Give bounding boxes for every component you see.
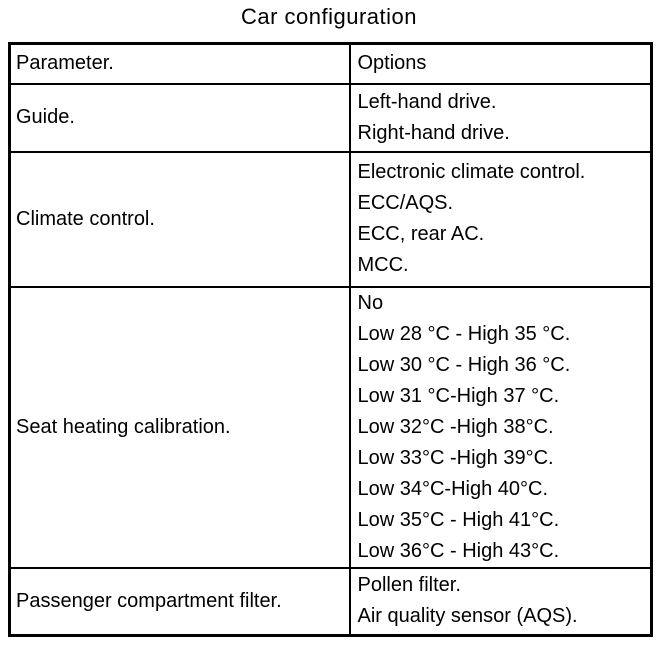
parameter-cell: Climate control. — [10, 152, 350, 287]
option-line: Low 32°C -High 38°C. — [357, 415, 554, 438]
option-line: No — [357, 291, 384, 314]
header-options: Options — [350, 44, 652, 84]
header-parameter: Parameter. — [10, 44, 350, 84]
parameter-cell: Passenger compartment filter. — [10, 568, 350, 636]
parameter-cell: Seat heating calibration. — [10, 287, 350, 568]
option-line: Low 35°C - High 41°C. — [357, 508, 560, 531]
options-cell — [350, 84, 652, 152]
option-line: Low 36°C - High 43°C. — [357, 539, 560, 562]
options-cell — [350, 568, 652, 636]
option-line: ECC/AQS. — [357, 192, 454, 214]
option-line: Low 28 °C - High 35 °C. — [357, 322, 571, 345]
option-line: Low 34°C-High 40°C. — [357, 477, 549, 500]
table-row — [10, 287, 652, 568]
option-line: Right-hand drive. — [357, 121, 510, 144]
page-title: Car configuration — [240, 4, 418, 29]
parameter-cell: Guide. — [10, 84, 350, 152]
option-line: Air quality sensor (AQS). — [357, 605, 578, 628]
table-row — [10, 84, 652, 152]
option-line: Low 30 °C - High 36 °C. — [357, 353, 571, 376]
option-line: MCC. — [357, 254, 409, 276]
option-line: Low 31 °C-High 37 °C. — [357, 384, 560, 407]
table-row — [10, 152, 652, 287]
options-cell — [350, 287, 652, 568]
table-row — [10, 568, 652, 636]
options-cell — [350, 152, 652, 287]
option-line: Low 33°C -High 39°C. — [357, 446, 554, 469]
option-line: Left-hand drive. — [357, 90, 497, 113]
option-line: ECC, rear AC. — [357, 223, 485, 245]
option-line: Electronic climate control. — [357, 161, 586, 183]
car-configuration-table — [8, 42, 653, 637]
table-header-row — [10, 44, 652, 84]
option-line: Pollen filter. — [357, 574, 461, 597]
